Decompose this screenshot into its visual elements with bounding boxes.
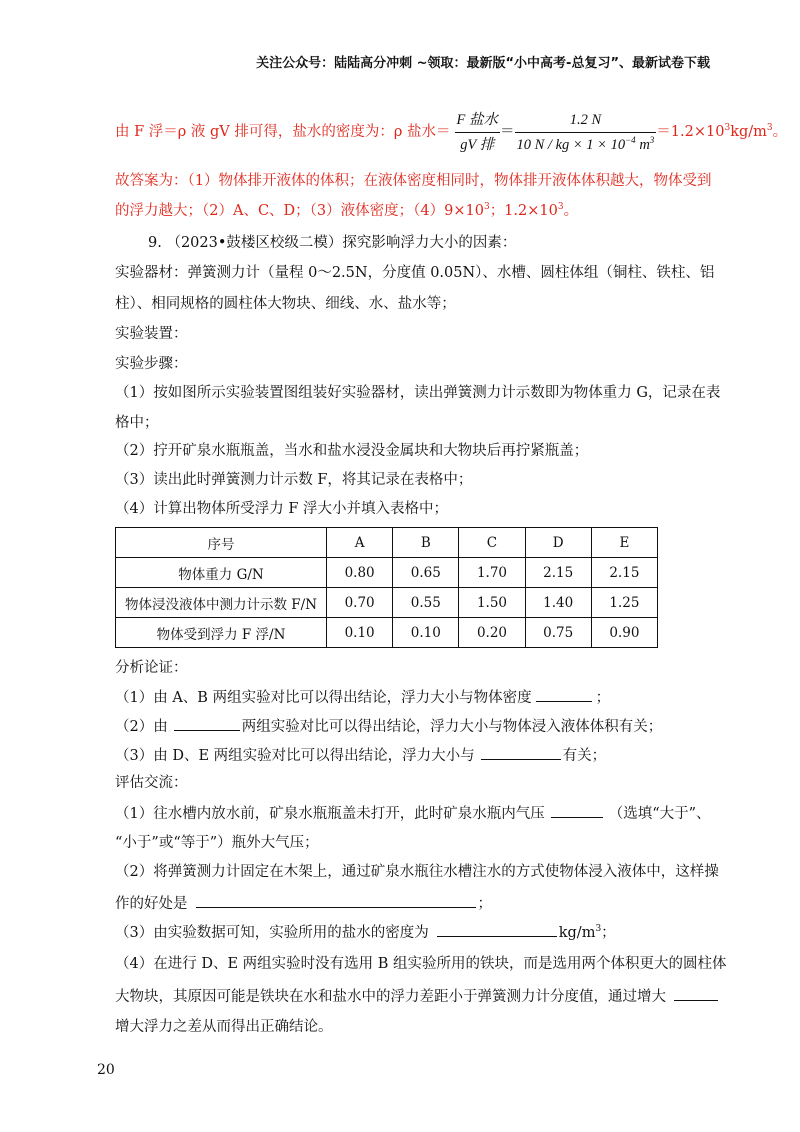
evaluation-2-line-1: （2）将弹簧测力计固定在木架上，通过矿泉水瓶往水槽注水的方式使物体浸入液体中，这样操 xyxy=(115,864,719,880)
answer-blank[interactable] xyxy=(174,716,240,731)
table-cell: 1.50 xyxy=(459,588,525,618)
table-row-label: 物体重力 G/N xyxy=(116,558,327,588)
table-cell: 0.75 xyxy=(525,618,591,648)
equipment-line-1: 实验器材：弹簧测力计（量程 0～2.5N，分度值 0.05N）、水槽、圆柱体组（铜柱、铁柱、铝 xyxy=(115,265,715,281)
page-number: 20 xyxy=(97,1062,115,1078)
analysis-3: （3）由 D、E 两组实验对比可以得出结论，浮力大小与 有关； xyxy=(115,745,606,766)
table-cell: 0.10 xyxy=(327,618,393,648)
answer-blank[interactable] xyxy=(437,922,557,937)
setup-heading: 实验装置： xyxy=(115,326,188,342)
evaluation-heading: 评估交流： xyxy=(115,775,188,791)
table-cell: 0.80 xyxy=(327,558,393,588)
table-header-cell: B xyxy=(393,528,459,558)
table-cell: 0.55 xyxy=(393,588,459,618)
table-header-cell: A xyxy=(327,528,393,558)
table-header-cell: C xyxy=(459,528,525,558)
table-cell: 0.20 xyxy=(459,618,525,648)
analysis-1: （1）由 A、B 两组实验对比可以得出结论，浮力大小与物体密度 ； xyxy=(115,687,610,708)
table-row xyxy=(116,558,658,588)
table-header-cell: 序号 xyxy=(116,528,327,558)
fraction-density xyxy=(455,110,500,155)
question-title: 9. （2023•鼓楼区校级二模）探究影响浮力大小的因素： xyxy=(148,235,517,251)
evaluation-2-line-2: 作的好处是 ； xyxy=(115,893,492,914)
answer-blank[interactable] xyxy=(674,986,718,1001)
step-2: （2）拧开矿泉水瓶瓶盖，当水和盐水浸没金属块和大物块后再拧紧瓶盖； xyxy=(115,443,589,459)
table-cell: 0.70 xyxy=(327,588,393,618)
evaluation-1-line-1: （1）往水槽内放水前，矿泉水瓶瓶盖未打开，此时矿泉水瓶内气压 （选填“大于”、 xyxy=(115,803,711,824)
fraction-denominator: gV 排 xyxy=(460,136,495,153)
fraction-numerator: F 盐水 xyxy=(455,110,500,133)
page-header: 关注公众号：陆陆高分冲刺 ~领取：最新版“小中高考-总复习”、最新试卷下载 xyxy=(256,56,710,71)
result-value: $=1.2\times 10^3kg/m^3$。 xyxy=(656,123,788,140)
answer-line-1: 故答案为：（1）物体排开液体的体积；在液体密度相同时，物体排开液体体积越大，物体受到 xyxy=(115,173,712,189)
table-cell: 0.10 xyxy=(393,618,459,648)
answer-blank[interactable] xyxy=(536,687,592,702)
data-table xyxy=(115,527,658,648)
table-row xyxy=(116,618,658,648)
table-cell: 1.40 xyxy=(525,588,591,618)
table-cell: 2.15 xyxy=(591,558,657,588)
table-cell: 0.65 xyxy=(393,558,459,588)
fraction-value-numerator: 1.2 N xyxy=(515,110,657,133)
table-cell: 0.90 xyxy=(591,618,657,648)
fraction-values xyxy=(515,110,657,155)
step-4: （4）计算出物体所受浮力 F 浮大小并填入表格中； xyxy=(115,501,449,517)
answer-line-2: 的浮力越大；（2）A、C、D；（3）液体密度；$(4)9\times 10^3$；$1.2\times 10^3$。 xyxy=(115,202,579,219)
table-cell: 1.25 xyxy=(591,588,657,618)
fraction-value-denominator: 10 N / kg × $1 \times 10^{-4}$ $m^3$ xyxy=(516,134,655,153)
evaluation-3: （3）由实验数据可知，实验所用的盐水的密度为 $kg/m^3$； xyxy=(115,922,616,943)
step-1-line-1: （1）按如图所示实验装置图组装好实验器材，读出弹簧测力计示数即为物体重力 G，记录在表 xyxy=(115,385,721,401)
formula-intro: 由 F 浮＝ρ 液 gV 排可得，盐水的密度为：ρ 盐水＝ xyxy=(115,124,451,140)
evaluation-4-line-1: （4）在进行 D、E 两组实验时没有选用 B 组实验所用的铁块，而是选用两个体积更大的圆柱体 xyxy=(115,956,727,972)
equals-sign: ＝ xyxy=(500,124,515,140)
table-row xyxy=(116,588,658,618)
analysis-heading: 分析论证： xyxy=(115,660,188,676)
evaluation-1-line-2: “小于”或“等于”）瓶外大气压； xyxy=(115,835,319,851)
evaluation-4-line-3: 增大浮力之差从而得出正确结论。 xyxy=(115,1019,333,1035)
answer-blank[interactable] xyxy=(551,803,603,818)
table-header-cell: D xyxy=(525,528,591,558)
table-row-label: 物体受到浮力 F 浮/N xyxy=(116,618,327,648)
solution-formula xyxy=(115,112,787,152)
step-3: （3）读出此时弹簧测力计示数 F，将其记录在表格中； xyxy=(115,472,473,488)
step-1-line-2: 格中； xyxy=(115,415,159,431)
table-row-label: 物体浸没液体中测力计示数 F/N xyxy=(116,588,327,618)
table-cell: 2.15 xyxy=(525,558,591,588)
steps-heading: 实验步骤： xyxy=(115,356,188,372)
table-header-row xyxy=(116,528,658,558)
answer-blank[interactable] xyxy=(196,893,476,908)
table-header-cell: E xyxy=(591,528,657,558)
evaluation-4-line-2: 大物块，其原因可能是铁块在水和盐水中的浮力差距小于弹簧测力计分度值，通过增大 xyxy=(115,986,718,1007)
table-cell: 1.70 xyxy=(459,558,525,588)
equipment-line-2: 柱）、相同规格的圆柱体大物块、细线、水、盐水等； xyxy=(115,296,456,312)
analysis-2: （2）由 两组实验对比可以得出结论，浮力大小与物体浸入液体体积有关； xyxy=(115,716,662,737)
answer-blank[interactable] xyxy=(481,745,561,760)
